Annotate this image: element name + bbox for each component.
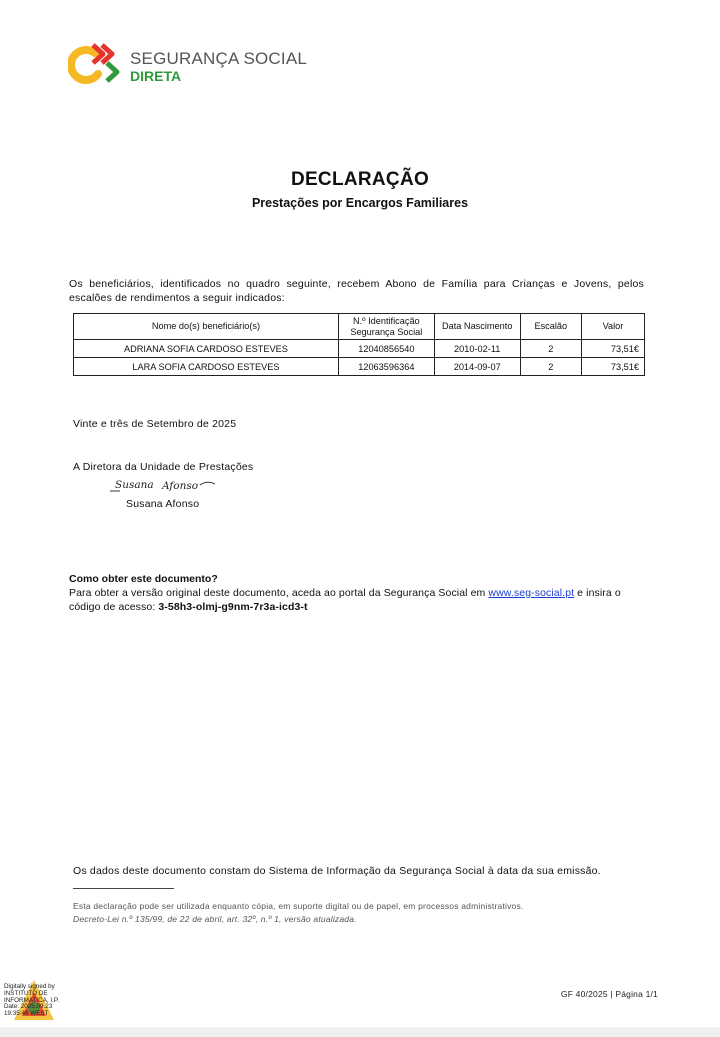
logo-subtitle: DIRETA	[130, 68, 182, 84]
document-subtitle: Prestações por Encargos Familiares	[251, 196, 469, 210]
how-to-text-start: Para obter a versão original deste documento, aceda ao portal da Segurança Social em	[69, 587, 489, 599]
note-line1: Esta declaração pode ser utilizada enquanto cópia, em suporte digital ou de papel, em processos administrativos.	[73, 901, 524, 911]
logo-title: SEGURANÇA SOCIAL	[130, 49, 308, 68]
header-niss	[338, 314, 434, 340]
signer-name: Susana Afonso	[126, 498, 200, 510]
cell-escalao: 2	[520, 358, 581, 376]
cell-niss: 12063596364	[338, 358, 434, 376]
header-niss-line1: N.º Identificação	[352, 315, 420, 326]
table-header-row	[74, 314, 645, 340]
cell-escalao: 2	[520, 340, 581, 358]
svg-text:Afonso: Afonso	[162, 480, 199, 492]
cell-data: 2010-02-11	[434, 340, 520, 358]
seg-social-logo	[68, 40, 308, 84]
cell-nome: LARA SOFIA CARDOSO ESTEVES	[74, 358, 339, 376]
seal-text: Digitally signed by INSTITUTO DE INFORMATICA, I.P. Date: 2025.09.23 19:35:46 WEST	[4, 983, 60, 1018]
bottom-band	[0, 1027, 720, 1037]
header-data: Data Nascimento	[434, 314, 520, 340]
cell-nome: ADRIANA SOFIA CARDOSO ESTEVES	[74, 340, 339, 358]
header-valor: Valor	[581, 314, 644, 340]
table-row	[74, 358, 645, 376]
beneficiaries-table	[73, 313, 645, 376]
cell-niss: 12040856540	[338, 340, 434, 358]
handwritten-signature	[108, 474, 220, 501]
header-niss-line2: Segurança Social	[350, 326, 423, 337]
how-to-title: Como obter este documento?	[69, 573, 218, 585]
intro-paragraph: Os beneficiários, identificados no quadro seguinte, recebem Abono de Família para Crianças e Jovens, pelos escalões de rendimentos a seguir indicados:	[69, 278, 644, 304]
cell-valor: 73,51€	[581, 340, 644, 358]
how-to-text-middle: e insira o código de acesso:	[69, 587, 621, 613]
document-title: DECLARAÇÃO	[290, 169, 430, 190]
header-escalao: Escalão	[520, 314, 581, 340]
note-law: Decreto-Lei n.º 135/99, de 22 de abril, art. 32º, n.º 1, versão atualizada.	[73, 913, 357, 924]
footer-divider	[73, 888, 174, 889]
footer-note	[73, 900, 523, 925]
seg-social-link[interactable]: www.seg-social.pt	[488, 587, 575, 599]
table-row	[74, 340, 645, 358]
how-to-text	[69, 586, 634, 614]
svg-text:Susana: Susana	[115, 479, 154, 491]
access-code: 3-58h3-olmj-g9nm-7r3a-icd3-t	[158, 601, 308, 613]
cell-valor: 73,51€	[581, 358, 644, 376]
seg-social-logo-icon	[68, 40, 124, 84]
signer-role: A Diretora da Unidade de Prestações	[73, 461, 254, 473]
header-nome: Nome do(s) beneficiário(s)	[74, 314, 339, 340]
page-info: GF 40/2025 | Página 1/1	[560, 989, 658, 999]
footer-info: Os dados deste documento constam do Sistema de Informação da Segurança Social à data da sua emissão.	[73, 865, 601, 877]
cell-data: 2014-09-07	[434, 358, 520, 376]
signature-icon	[108, 474, 220, 496]
issue-date: Vinte e três de Setembro de 2025	[73, 418, 237, 430]
digital-signature-seal	[2, 978, 68, 1022]
